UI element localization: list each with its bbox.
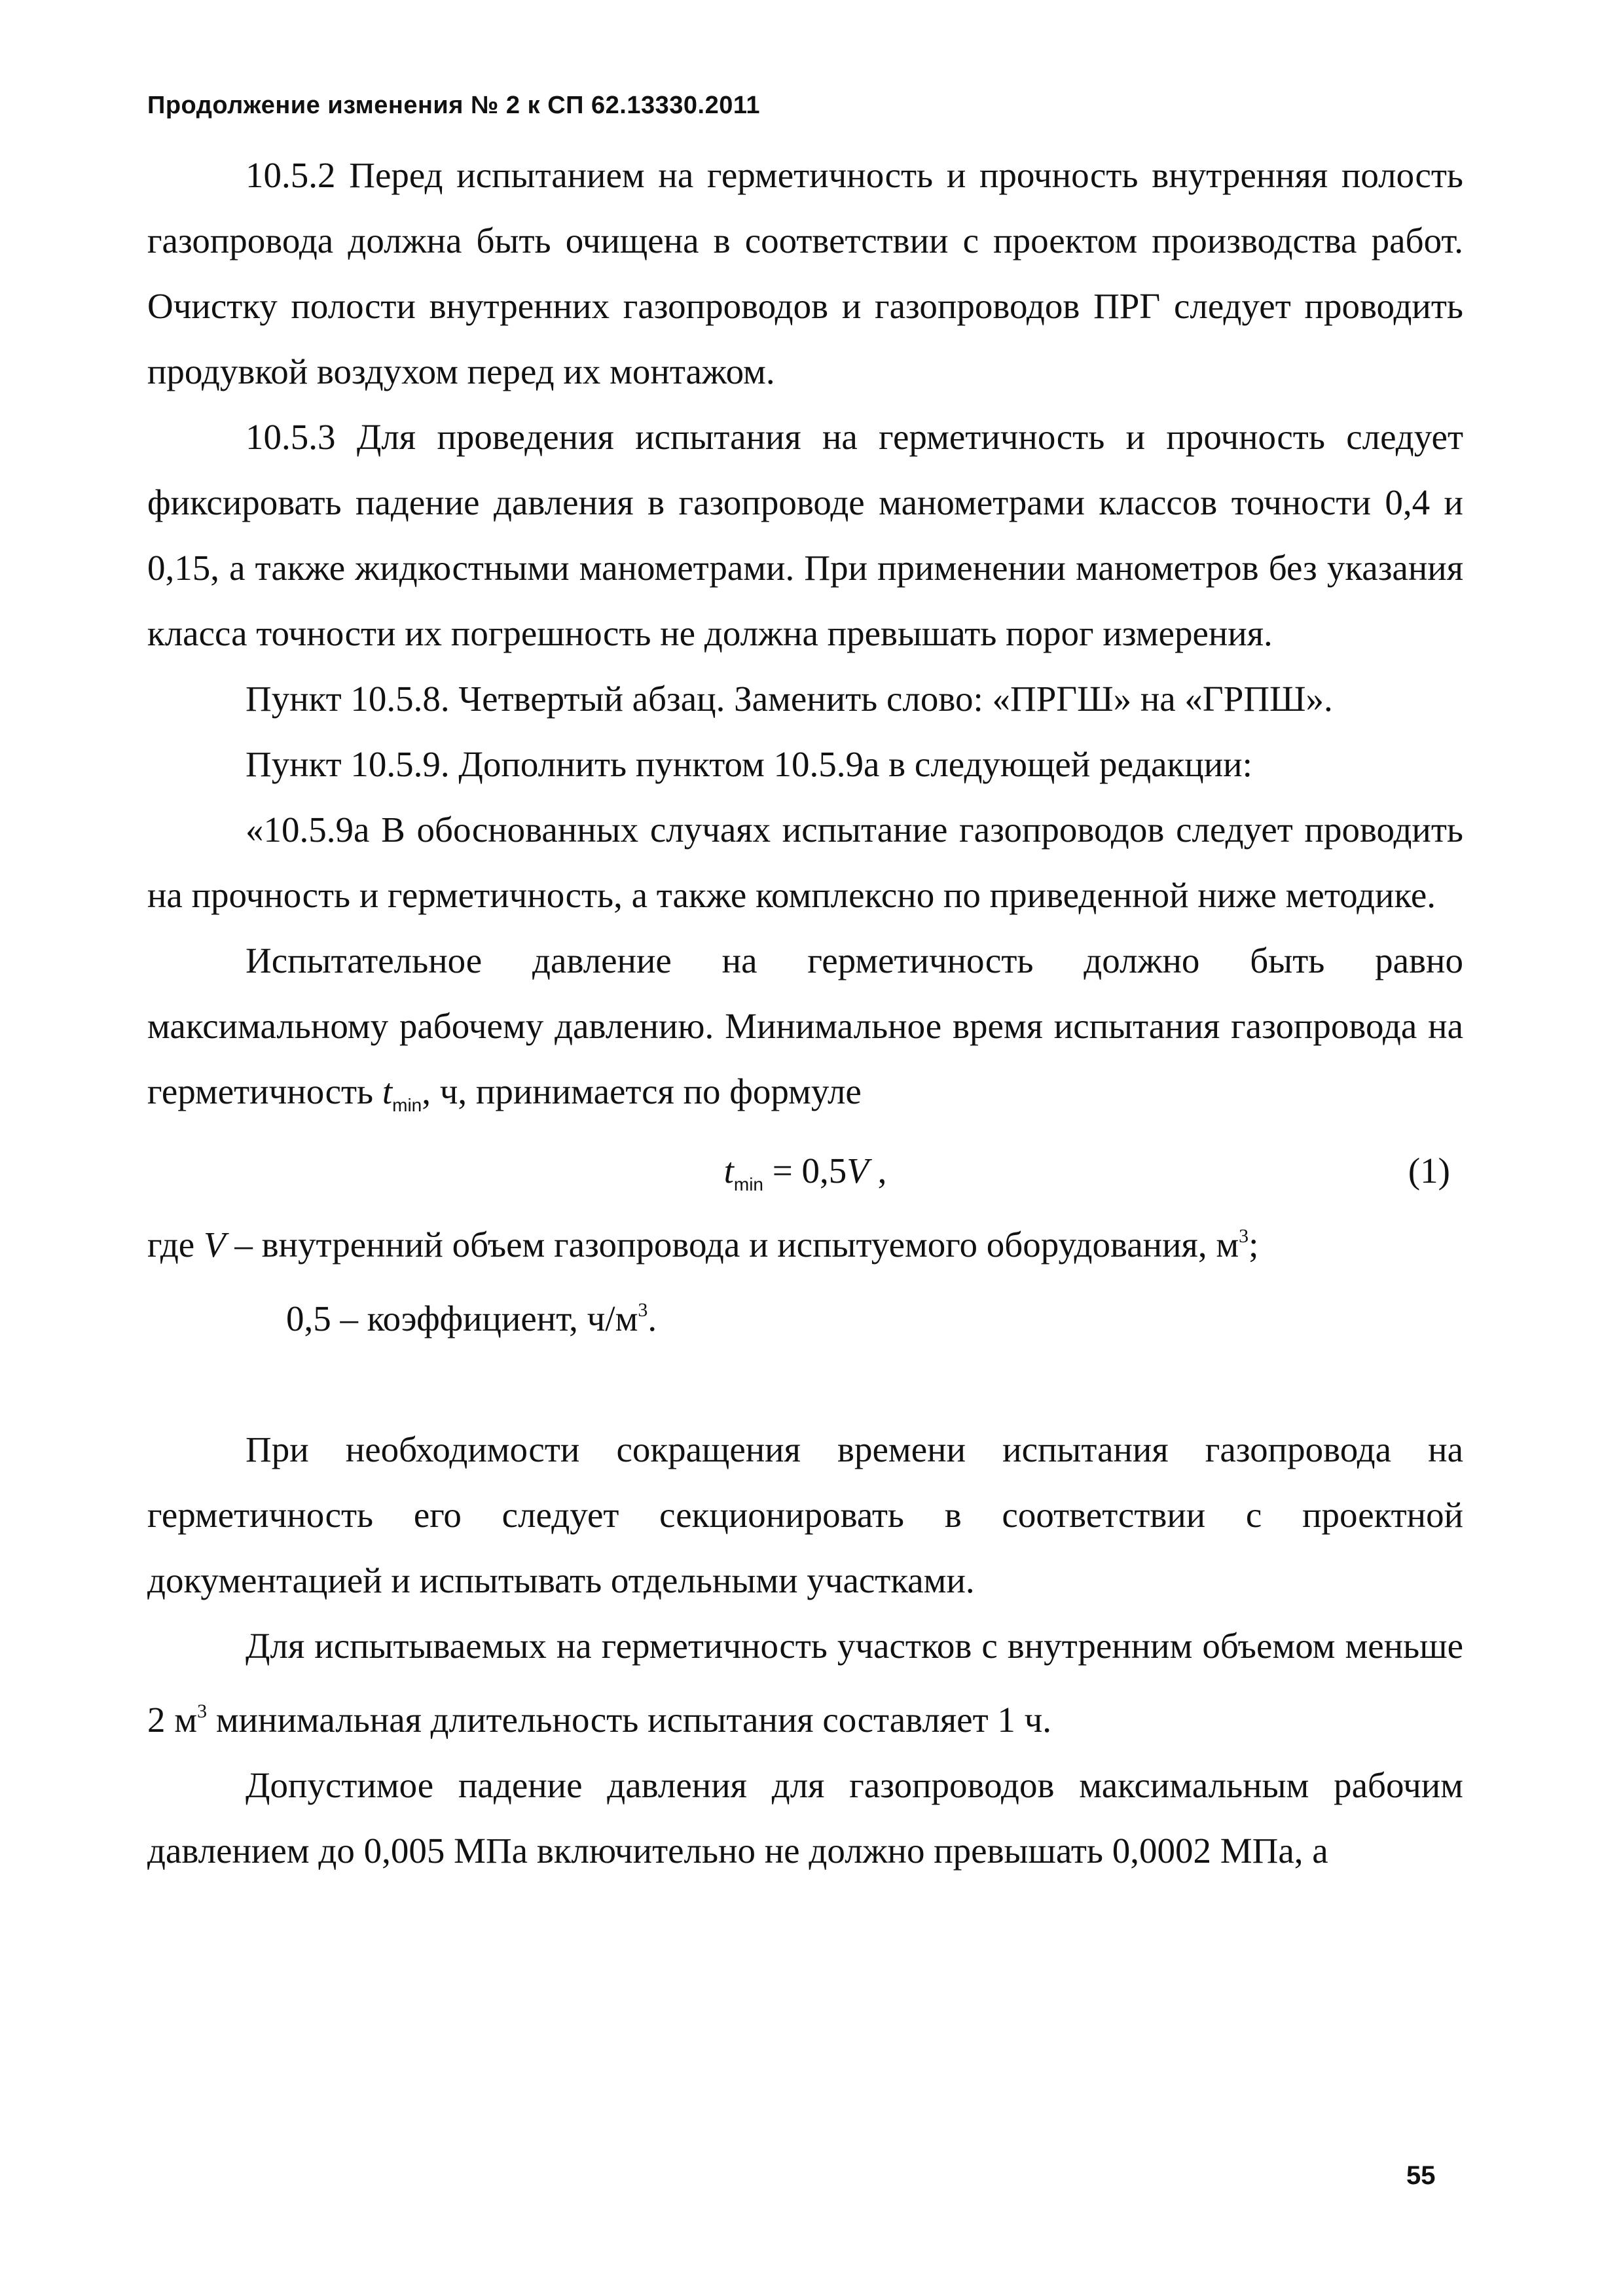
tmin-variable: t bbox=[382, 1071, 393, 1111]
where-end: ; bbox=[1249, 1225, 1259, 1265]
tmin-subscript: min bbox=[392, 1095, 422, 1115]
test-pressure-text: Испытательное давление на герметичность должно быть равно максимальному рабочему давлению. Минимальное время испытания газопровода на герметичность bbox=[147, 941, 1463, 1111]
spacer bbox=[147, 1352, 1463, 1417]
paragraph-10-5-3: 10.5.3 Для проведения испытания на герметичность и прочность следует фиксировать падение давления в газопроводе манометрами классов точности 0,4 и 0,15, а также жидкостными манометрами. При применении манометров без указания класса точности их погрешность не должна превышать порог измерения. bbox=[147, 417, 1463, 653]
formula-tail: , bbox=[868, 1151, 887, 1191]
paragraph-small-volume bbox=[147, 1613, 1463, 1753]
page-header: Продолжение изменения № 2 к СП 62.13330.2011 bbox=[147, 92, 761, 119]
formula-rhs: = 0,5 bbox=[763, 1151, 847, 1191]
paragraph-10-5-8-change: Пункт 10.5.8. Четвертый абзац. Заменить слово: «ПРГШ» на «ГРПШ». bbox=[246, 679, 1333, 719]
formula-1 bbox=[147, 1138, 1463, 1204]
where-text: – внутренний объем газопровода и испытуемого оборудования, м bbox=[225, 1225, 1239, 1265]
formula-number: (1) bbox=[1408, 1151, 1450, 1191]
paragraph-10-5-9a: «10.5.9а В обоснованных случаях испытание газопроводов следует проводить на прочность и герметичность, а также комплексно по приведенной ниже методике. bbox=[147, 810, 1463, 915]
formula-expression bbox=[147, 1138, 1463, 1217]
small-volume-text-b: минимальная длительность испытания составляет 1 ч. bbox=[207, 1700, 1052, 1740]
coefficient-end: . bbox=[647, 1299, 657, 1338]
where-superscript: 3 bbox=[1239, 1225, 1249, 1247]
paragraph-10-5-9-change: Пункт 10.5.9. Дополнить пунктом 10.5.9а в следующей редакции: bbox=[246, 744, 1252, 784]
formula-t-variable: t bbox=[723, 1151, 734, 1191]
coefficient-clause bbox=[147, 1278, 1463, 1352]
paragraph-test-pressure bbox=[147, 928, 1463, 1138]
page-number: 55 bbox=[1406, 2161, 1436, 2190]
small-volume-superscript: 3 bbox=[197, 1700, 208, 1722]
coefficient-text: 0,5 – коэффициент, ч/м bbox=[286, 1299, 638, 1338]
paragraph-sectioning: При необходимости сокращения времени испытания газопровода на герметичность его следует секционировать в соответствии с проектной документацией и испытывать отдельными участками. bbox=[147, 1429, 1463, 1600]
coefficient-superscript: 3 bbox=[638, 1299, 648, 1321]
paragraph-pressure-drop: Допустимое падение давления для газопроводов максимальным рабочим давлением до 0,005 МПа включительно не должно превышать 0,0002 МПа, а bbox=[147, 1765, 1463, 1871]
document-body bbox=[147, 143, 1463, 1884]
where-variable: V bbox=[203, 1225, 226, 1265]
test-pressure-tail: , ч, принимается по формуле bbox=[422, 1071, 862, 1111]
where-prefix: где bbox=[147, 1225, 204, 1265]
paragraph-10-5-2: 10.5.2 Перед испытанием на герметичность и прочность внутренняя полость газопровода должна быть очищена в соответствии с проектом производства работ. Очистку полости внутренних газопроводов и газопроводов ПРГ следует проводить продувкой воздухом перед их монтажом. bbox=[147, 155, 1463, 391]
formula-v-variable: V bbox=[847, 1151, 869, 1191]
small-volume-text-a: Для испытываемых на герметичность участков с внутренним объемом меньше 2 м bbox=[147, 1626, 1463, 1740]
formula-subscript: min bbox=[733, 1174, 763, 1194]
